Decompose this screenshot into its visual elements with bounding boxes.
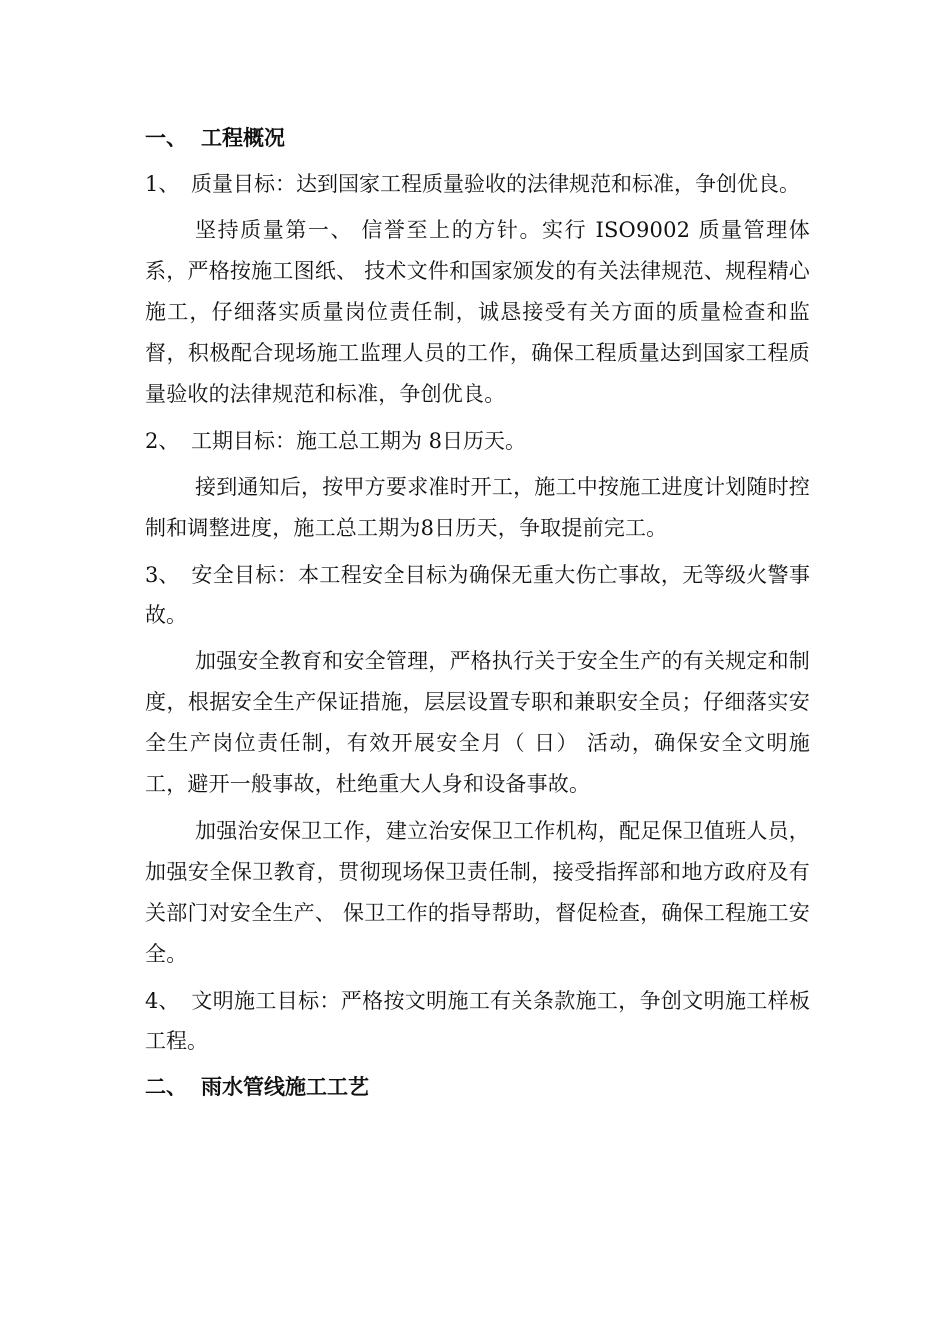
item-text: 安全目标：本工程安全目标为确保无重大伤亡事故，无等级火警事故。 <box>145 563 810 627</box>
paragraph-security-work: 加强治安保卫工作，建立治安保卫工作机构，配足保卫值班人员，加强安全保卫教育，贯彻现场保卫责任制，接受指挥部和地方政府及有关部门对安全生产、 保卫工作的指导帮助，督促检查，确保工程施工安全。 <box>145 819 810 966</box>
item-number: 2、 <box>145 429 180 453</box>
paragraph-safety-management: 加强安全教育和安全管理，严格执行关于安全生产的有关规定和制度，根据安全生产保证措施，层层设置专职和兼职安全员；仔细落实安全生产岗位责任制，有效开展安全月（ 日） 活动，确保安全文明施工，避开一般事故，杜绝重大人身和设备事故。 <box>145 649 810 796</box>
section-number: 二、 <box>145 1075 187 1099</box>
item-text: 文明施工目标：严格按文明施工有关条款施工，争创文明施工样板工程。 <box>145 989 810 1053</box>
section-heading-overview <box>145 118 810 158</box>
item-number: 1、 <box>145 172 180 196</box>
item-text: 工期目标：施工总工期为 8日历天。 <box>191 429 527 453</box>
section-number: 一、 <box>145 126 187 150</box>
goal-item-schedule <box>145 421 810 461</box>
section-title: 工程概况 <box>201 126 285 150</box>
goal-item-civilized-construction <box>145 981 810 1061</box>
item-number: 4、 <box>145 989 180 1013</box>
document-page <box>145 118 810 1113</box>
section-title: 雨水管线施工工艺 <box>201 1075 369 1099</box>
item-number: 3、 <box>145 563 180 587</box>
goal-item-quality <box>145 164 810 204</box>
paragraph-schedule-control: 接到通知后，按甲方要求准时开工，施工中按施工进度计划随时控制和调整进度，施工总工期为8日历天，争取提前完工。 <box>145 475 810 540</box>
goal-item-safety <box>145 555 810 635</box>
section-heading-rainwater-pipeline <box>145 1067 810 1107</box>
item-text: 质量目标：达到国家工程质量验收的法律规范和标准，争创优良。 <box>191 172 800 196</box>
paragraph-quality-policy: 坚持质量第一、 信誉至上的方针。实行 ISO9002 质量管理体系，严格按施工图纸、 技术文件和国家颁发的有关法律规范、规程精心施工，仔细落实质量岗位责任制，诚恳接受有关方面的质量检查和监督，积极配合现场施工监理人员的工作，确保工程质量达到国家工程质量验收的法律规范和标准，争创优良。 <box>145 218 810 406</box>
